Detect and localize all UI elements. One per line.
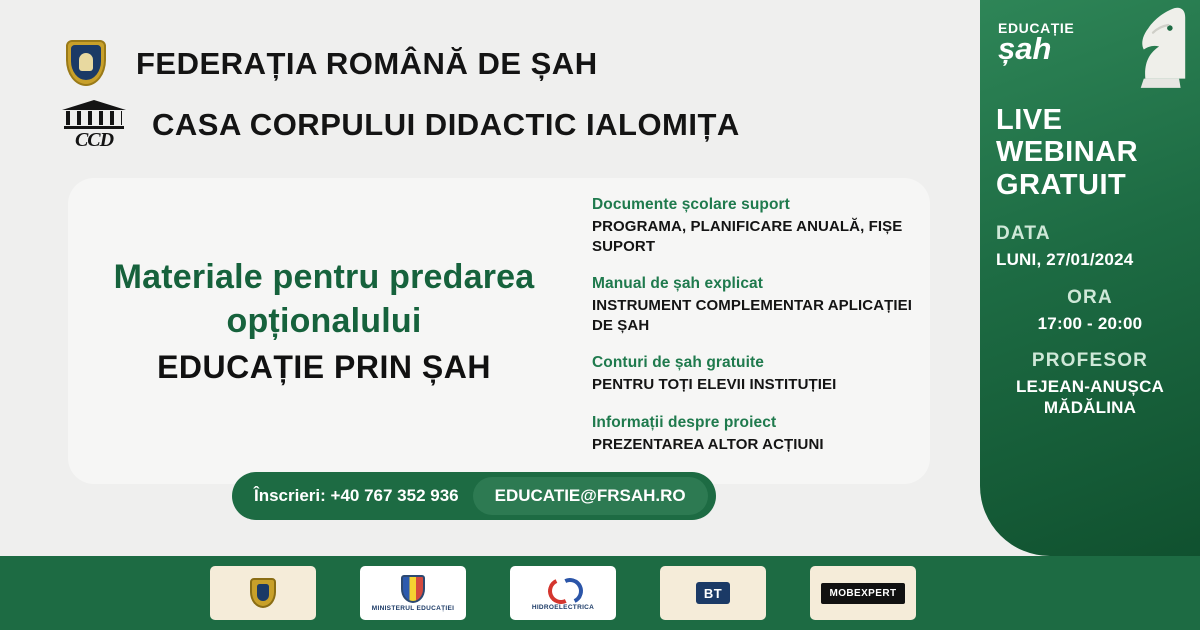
event-teacher-label: PROFESOR <box>1031 349 1149 371</box>
frs-crest-icon <box>62 38 110 90</box>
event-date-value: LUNI, 27/01/2024 <box>996 250 1134 270</box>
registration-phone[interactable]: Înscrieri: +40 767 352 936 <box>254 486 459 505</box>
sponsor-frs-logo <box>210 566 316 620</box>
ccd-logo-icon <box>62 98 126 152</box>
feature-title: Manual de șah explicat <box>592 275 764 292</box>
bt-icon: BT <box>696 582 730 604</box>
brand-badge-top: EDUCAȚIE <box>998 20 1075 36</box>
headline-secondary: EDUCAȚIE PRIN ȘAH <box>157 349 491 386</box>
ccd-logo-text: CCD <box>74 129 114 151</box>
header-row-federation <box>62 38 598 90</box>
list-item <box>592 196 922 256</box>
chess-knight-icon <box>1114 2 1192 94</box>
sponsor-banca-transilvania-logo <box>660 566 766 620</box>
feature-subtitle: PREZENTAREA ALTOR ACȚIUNI <box>592 435 824 453</box>
sponsor-bar <box>0 556 1200 630</box>
feature-list <box>592 196 922 473</box>
event-time-label: ORA <box>1067 286 1113 308</box>
contact-bar <box>232 472 716 520</box>
feature-title: Conturi de șah gratuite <box>592 354 764 371</box>
headline-primary: Materiale pentru predarea opționalului <box>113 258 535 340</box>
headline-block <box>104 256 544 386</box>
feature-subtitle: INSTRUMENT COMPLEMENTAR APLICAȚIEI DE ȘAH <box>592 297 913 334</box>
event-time-value: 17:00 - 20:00 <box>1037 313 1143 333</box>
event-info-panel <box>980 0 1200 556</box>
hidroelectrica-icon <box>548 576 578 602</box>
sponsor-ministerul-educatiei-logo <box>360 566 466 620</box>
sponsor-logos <box>210 566 916 620</box>
brand-badge <box>998 20 1075 66</box>
contact-email-button[interactable]: EDUCATIE@FRSAH.RO <box>473 477 708 515</box>
event-date-label: DATA <box>996 223 1051 245</box>
event-details <box>980 104 1200 434</box>
sponsor-hidroelectrica-logo <box>510 566 616 620</box>
federation-title: FEDERAȚIA ROMÂNĂ DE ȘAH <box>136 46 598 81</box>
event-time-field <box>996 287 1184 334</box>
header-row-ccd <box>62 98 740 152</box>
sponsor-label: HIDROELECTRICA <box>531 603 595 611</box>
feature-title: Documente școlare suport <box>592 196 790 213</box>
frs-crest-icon <box>250 578 276 608</box>
event-date-field <box>996 223 1184 270</box>
feature-subtitle: PROGRAMA, PLANIFICARE ANUALĂ, FIȘE SUPORT <box>592 218 903 255</box>
list-item <box>592 275 922 335</box>
brand-badge-bottom: șah <box>998 31 1052 66</box>
event-teacher-field <box>996 350 1184 419</box>
sponsor-label: MINISTERUL EDUCAȚIEI <box>371 604 455 612</box>
event-teacher-value: LEJEAN-ANUȘCA MĂDĂLINA <box>1015 376 1165 418</box>
list-item <box>592 354 922 395</box>
ministry-shield-icon <box>401 575 425 603</box>
event-title: LIVE WEBINAR GRATUIT <box>996 104 1139 201</box>
ccd-title: CASA CORPULUI DIDACTIC IALOMIȚA <box>152 107 740 142</box>
mobexpert-wordmark: MOBEXPERT <box>821 583 906 604</box>
sponsor-mobexpert-logo <box>810 566 916 620</box>
feature-title: Informații despre proiect <box>592 413 777 431</box>
list-item <box>592 414 922 455</box>
feature-subtitle: PENTRU TOȚI ELEVII INSTITUȚIEI <box>592 376 837 393</box>
